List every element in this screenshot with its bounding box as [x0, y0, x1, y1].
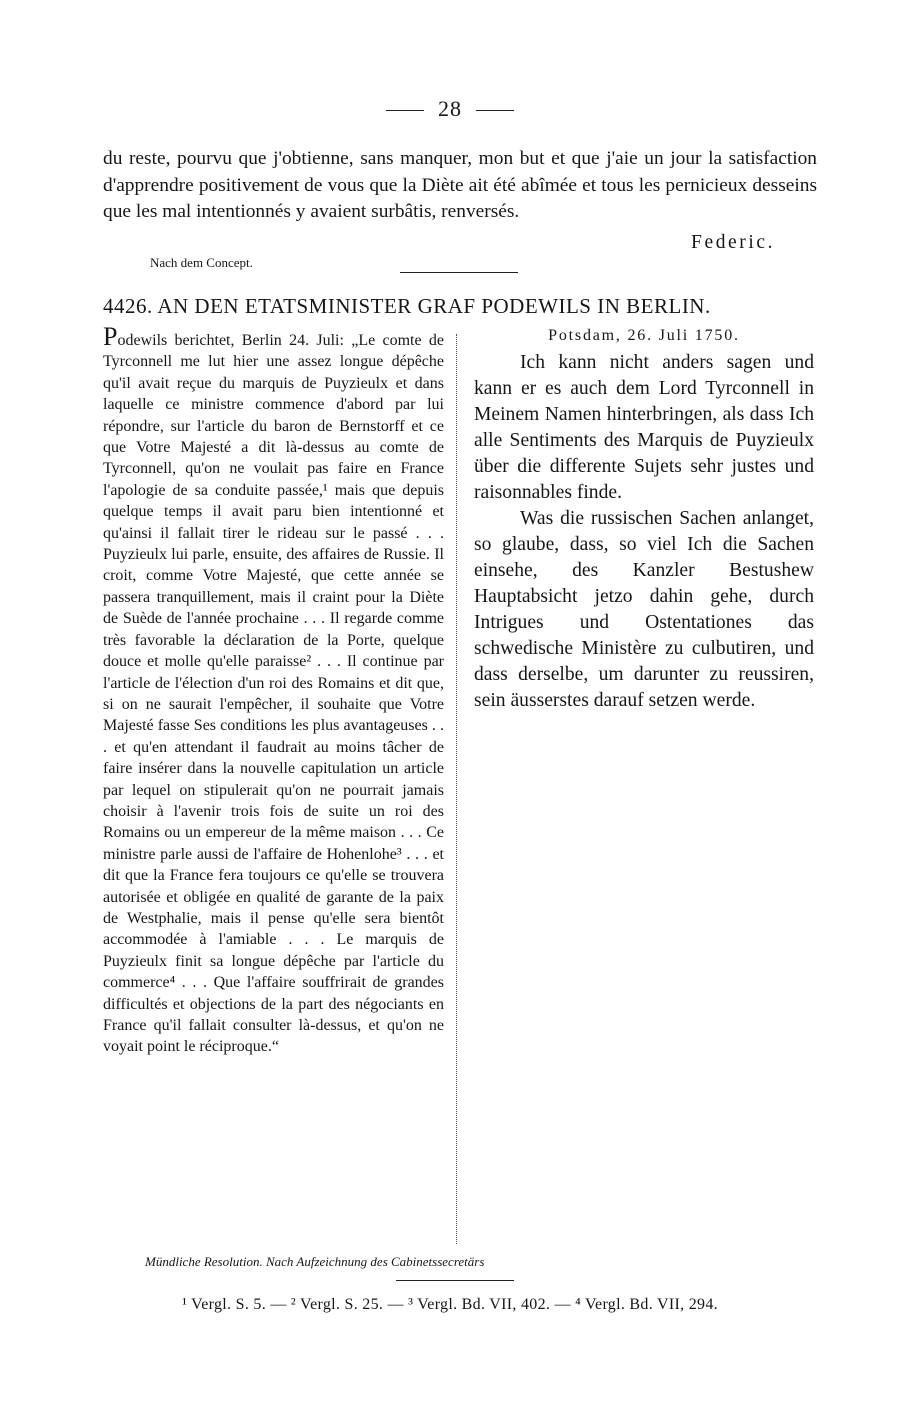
- reply-column: [474, 326, 814, 714]
- page-number-dash-right: [476, 110, 514, 111]
- document-heading: 4426. AN DEN ETATSMINISTER GRAF PODEWILS IN BERLIN.: [103, 294, 711, 318]
- report-paragraph: [103, 322, 444, 1058]
- section-divider: [400, 272, 518, 273]
- resolution-note: Mündliche Resolution. Nach Aufzeichnung des Cabinetssecretärs: [145, 1254, 485, 1269]
- report-text: odewils berichtet, Berlin 24. Juli: „Le comte de Tyrconnell me lut hier une assez longue dépêche qu'il avait reçue du marquis de Puyzieulx et dans laquelle ce ministre commence d'abord par lui répondre, sur l'article du baron de Bernstorff et ce que Votre Majesté a dit là-dessus au comte de Tyrconnell, qu'on ne voulait pas faire en France l'apologie de sa conduite passée,¹ mais que depuis quelque temps il avait paru bien intentionné et qu'ainsi il fallait tirer le rideau sur le passé . . . Puyzieulx lui parle, ensuite, des affaires de Russie. Il croit, comme Votre Majesté, que cette année se passera tranquillement, mais il craint pour la Diète de Suède de l'année prochaine . . . Il regarde comme très favorable la déclaration de la Porte, quelque douce et molle qu'elle paraisse² . . . Il continue par l'article de l'élection d'un roi des Romains et dit que, si on ne saurait l'empêcher, il souhaite que Votre Majesté fasse Ses conditions les plus avantageuses . . . et qu'en attendant il faudrait au moins tâcher de faire insérer dans la nouvelle capitulation un article par lequel on stipulerait qu'on ne pourrait jamais choisir à l'avenir trois fois de suite un roi des Romains ou un empereur de la même maison . . . Ce ministre parle aussi de l'affaire de Hohenlohe³ . . . et dit que la France fera toujours ce qu'elle se trouvera autorisée et obligée en qualité de garante de la paix de Westphalie, mais il pense qu'elle sera bientôt accommodée à l'amiable . . . Le marquis de Puyzieulx finit sa longue dépêche par l'article du commerce⁴ . . . Que l'affaire souffrirait de grandes difficultés et objections de la part des négociants en France qu'il fallait consulter là-dessus, et qu'on ne voyait point le réciproque.“: [103, 332, 444, 1056]
- page-number: [0, 96, 900, 122]
- report-dropcap: P: [103, 322, 118, 351]
- reply-paragraph-2: Was die russischen Sachen anlanget, so glaube, dass, so viel Ich die Sachen einsehe, des Kanzler Bestushew Hauptabsicht jetzo dahin gehe, durch Intrigues und Ostentationes das schwedische Ministère zu culbutiren, und dass derselbe, um darunter zu reussiren, sein äusserstes darauf setzen werde.: [474, 508, 814, 711]
- signature: Federic.: [691, 232, 776, 253]
- footnotes: ¹ Vergl. S. 5. — ² Vergl. S. 25. — ³ Vergl. Bd. VII, 402. — ⁴ Vergl. Bd. VII, 294.: [182, 1296, 718, 1313]
- reply-paragraph-1: Ich kann nicht anders sagen und kann er es auch dem Lord Tyrconnell in Meinem Namen hinterbringen, als dass Ich alle Sentiments des Marquis de Puyzieulx über die differente Sujets sehr justes und raisonnables finde.: [474, 352, 814, 503]
- page-number-dash-left: [386, 110, 424, 111]
- continued-letter: [103, 146, 817, 226]
- column-divider: [456, 334, 457, 1244]
- report-column: [103, 322, 444, 1058]
- reply-dateline: Potsdam, 26. Juli 1750.: [548, 327, 740, 344]
- source-note: Nach dem Concept.: [150, 255, 253, 270]
- page-number-value: 28: [438, 96, 462, 121]
- footnote-divider: [396, 1280, 514, 1281]
- continued-paragraph: du reste, pourvu que j'obtienne, sans manquer, mon but et que j'aie un jour la satisfaction d'apprendre positivement de vous que la Diète ait été abîmée et tous les pernicieux desseins que les mal intentionnés y avaient surbâtis, renversés.: [103, 148, 817, 222]
